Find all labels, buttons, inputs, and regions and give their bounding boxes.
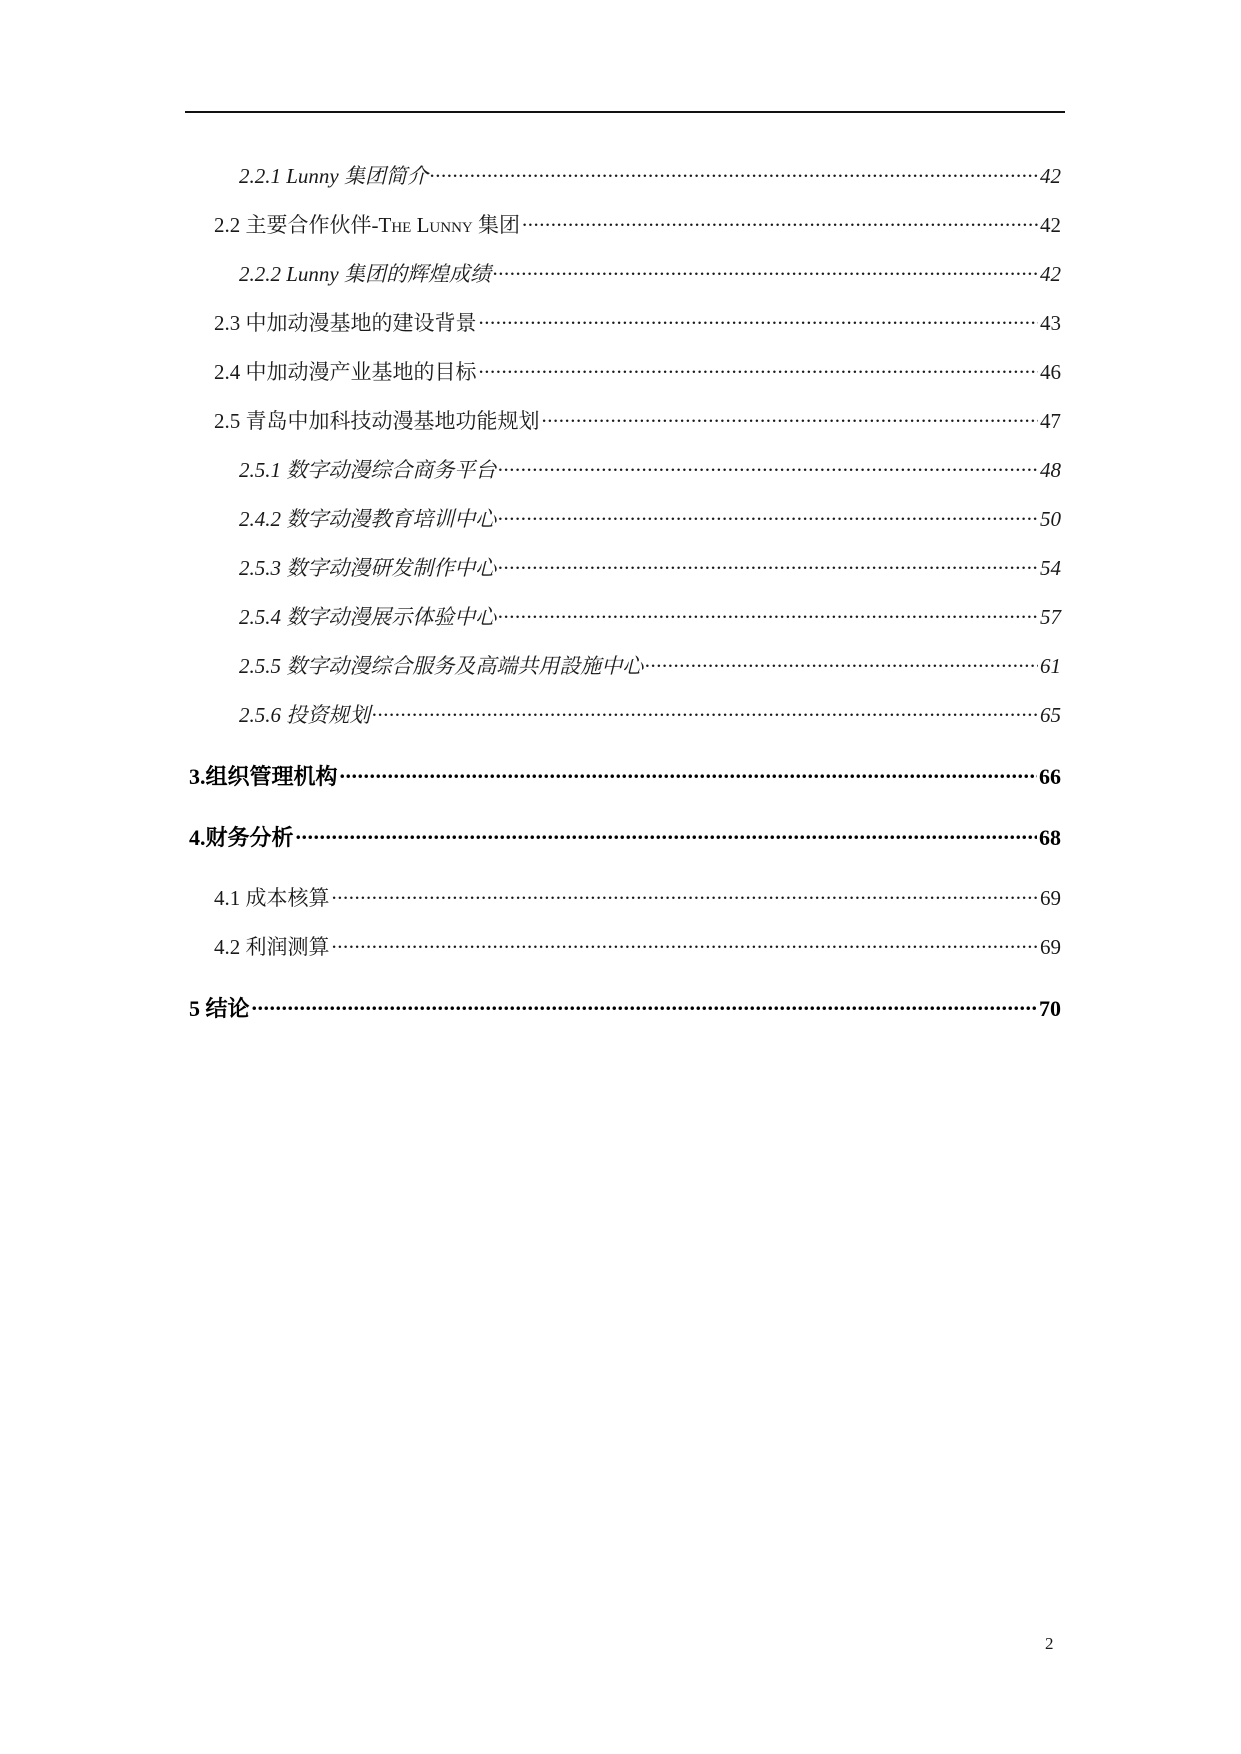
- toc-entry-title: 2.4 中加动漫产业基地的目标: [214, 360, 477, 384]
- toc-entry-title: 5 结论: [189, 996, 250, 1021]
- toc-leader-dots: [542, 407, 1039, 428]
- toc-entry[interactable]: [189, 821, 1061, 852]
- header-rule: [185, 111, 1065, 113]
- toc-entry-title: 2.5.3 数字动漫研发制作中心: [239, 556, 497, 580]
- toc-entry-title: 2.5.5 数字动漫综合服务及高端共用設施中心: [239, 654, 644, 678]
- toc-leader-dots: [252, 994, 1037, 1016]
- toc-entry-title-caps: The Lunny: [378, 213, 473, 237]
- toc-entry-title: 2.2.2 Lunny 集团的辉煌成绩: [239, 262, 491, 286]
- toc-entry[interactable]: [214, 405, 1061, 435]
- toc-entry-page: 68: [1039, 825, 1061, 850]
- toc-entry-title: 2.3 中加动漫基地的建设背景: [214, 311, 477, 335]
- toc-entry-page: 42: [1040, 164, 1061, 188]
- toc-leader-dots: [522, 211, 1038, 232]
- toc-entry-title: 2.4.2 数字动漫教育培训中心: [239, 507, 497, 531]
- toc-entry[interactable]: [189, 760, 1061, 791]
- toc-entry-page: 69: [1040, 886, 1061, 910]
- toc-entry-title-suffix: 集团: [472, 213, 520, 237]
- toc-leader-dots: [498, 505, 1038, 526]
- toc-entry[interactable]: [239, 503, 1061, 533]
- toc-entry[interactable]: [214, 209, 1061, 239]
- toc-leader-dots: [430, 162, 1038, 183]
- toc-entry-page: 47: [1040, 409, 1061, 433]
- toc-entry[interactable]: [239, 650, 1061, 680]
- toc-entry-title-prefix: 2.2 主要合作伙伴-: [214, 213, 379, 237]
- toc-leader-dots: [645, 652, 1038, 673]
- toc-entry[interactable]: [239, 552, 1061, 582]
- toc-entry-title: 4.2 利润测算: [214, 935, 330, 959]
- toc-entry-page: 69: [1040, 935, 1061, 959]
- toc-leader-dots: [493, 260, 1038, 281]
- toc-leader-dots: [498, 603, 1038, 624]
- toc-entry[interactable]: [239, 699, 1061, 729]
- toc-leader-dots: [332, 933, 1039, 954]
- toc-entry-page: 65: [1040, 703, 1061, 727]
- toc-entry-page: 48: [1040, 458, 1061, 482]
- toc-entry-page: 61: [1040, 654, 1061, 678]
- toc-entry-page: 42: [1040, 262, 1061, 286]
- toc-leader-dots: [296, 823, 1037, 845]
- toc-entry-title: 2.5.6 投资规划: [239, 703, 371, 727]
- toc-entry-page: 42: [1040, 213, 1061, 237]
- toc-entry-title: 4.1 成本核算: [214, 886, 330, 910]
- toc-entry-title: 2.5.4 数字动漫展示体验中心: [239, 605, 497, 629]
- toc-entry-title: 2.5 青岛中加科技动漫基地功能规划: [214, 409, 540, 433]
- toc-entry-title: 2.5.1 数字动漫综合商务平台: [239, 458, 497, 482]
- toc-entry[interactable]: [214, 931, 1061, 961]
- toc-entry-page: 50: [1040, 507, 1061, 531]
- toc-entry-page: 43: [1040, 311, 1061, 335]
- toc-entry-title: 4.财务分析: [189, 825, 294, 850]
- toc-entry[interactable]: [214, 356, 1061, 386]
- toc-entry-title: [214, 209, 520, 239]
- toc-leader-dots: [372, 701, 1038, 722]
- toc-leader-dots: [479, 309, 1039, 330]
- toc-leader-dots: [332, 884, 1039, 905]
- toc-entry-title: 3.组织管理机构: [189, 764, 338, 789]
- toc-entry[interactable]: [239, 160, 1061, 190]
- toc-leader-dots: [479, 358, 1039, 379]
- toc-entry[interactable]: [214, 307, 1061, 337]
- toc-entry[interactable]: [239, 258, 1061, 288]
- toc-leader-dots: [498, 554, 1038, 575]
- toc-entry-page: 66: [1039, 764, 1061, 789]
- page-number: 2: [1045, 1634, 1054, 1653]
- toc-entry-title: 2.2.1 Lunny 集团简介: [239, 164, 428, 188]
- toc-leader-dots: [498, 456, 1038, 477]
- toc-entry-page: 54: [1040, 556, 1061, 580]
- toc-entry[interactable]: [239, 454, 1061, 484]
- toc-entry[interactable]: [189, 992, 1061, 1023]
- toc-leader-dots: [340, 762, 1037, 784]
- toc-entry[interactable]: [239, 601, 1061, 631]
- toc-entry-page: 57: [1040, 605, 1061, 629]
- toc-entry-page: 70: [1039, 996, 1061, 1021]
- toc-entry[interactable]: [214, 882, 1061, 912]
- toc-entry-page: 46: [1040, 360, 1061, 384]
